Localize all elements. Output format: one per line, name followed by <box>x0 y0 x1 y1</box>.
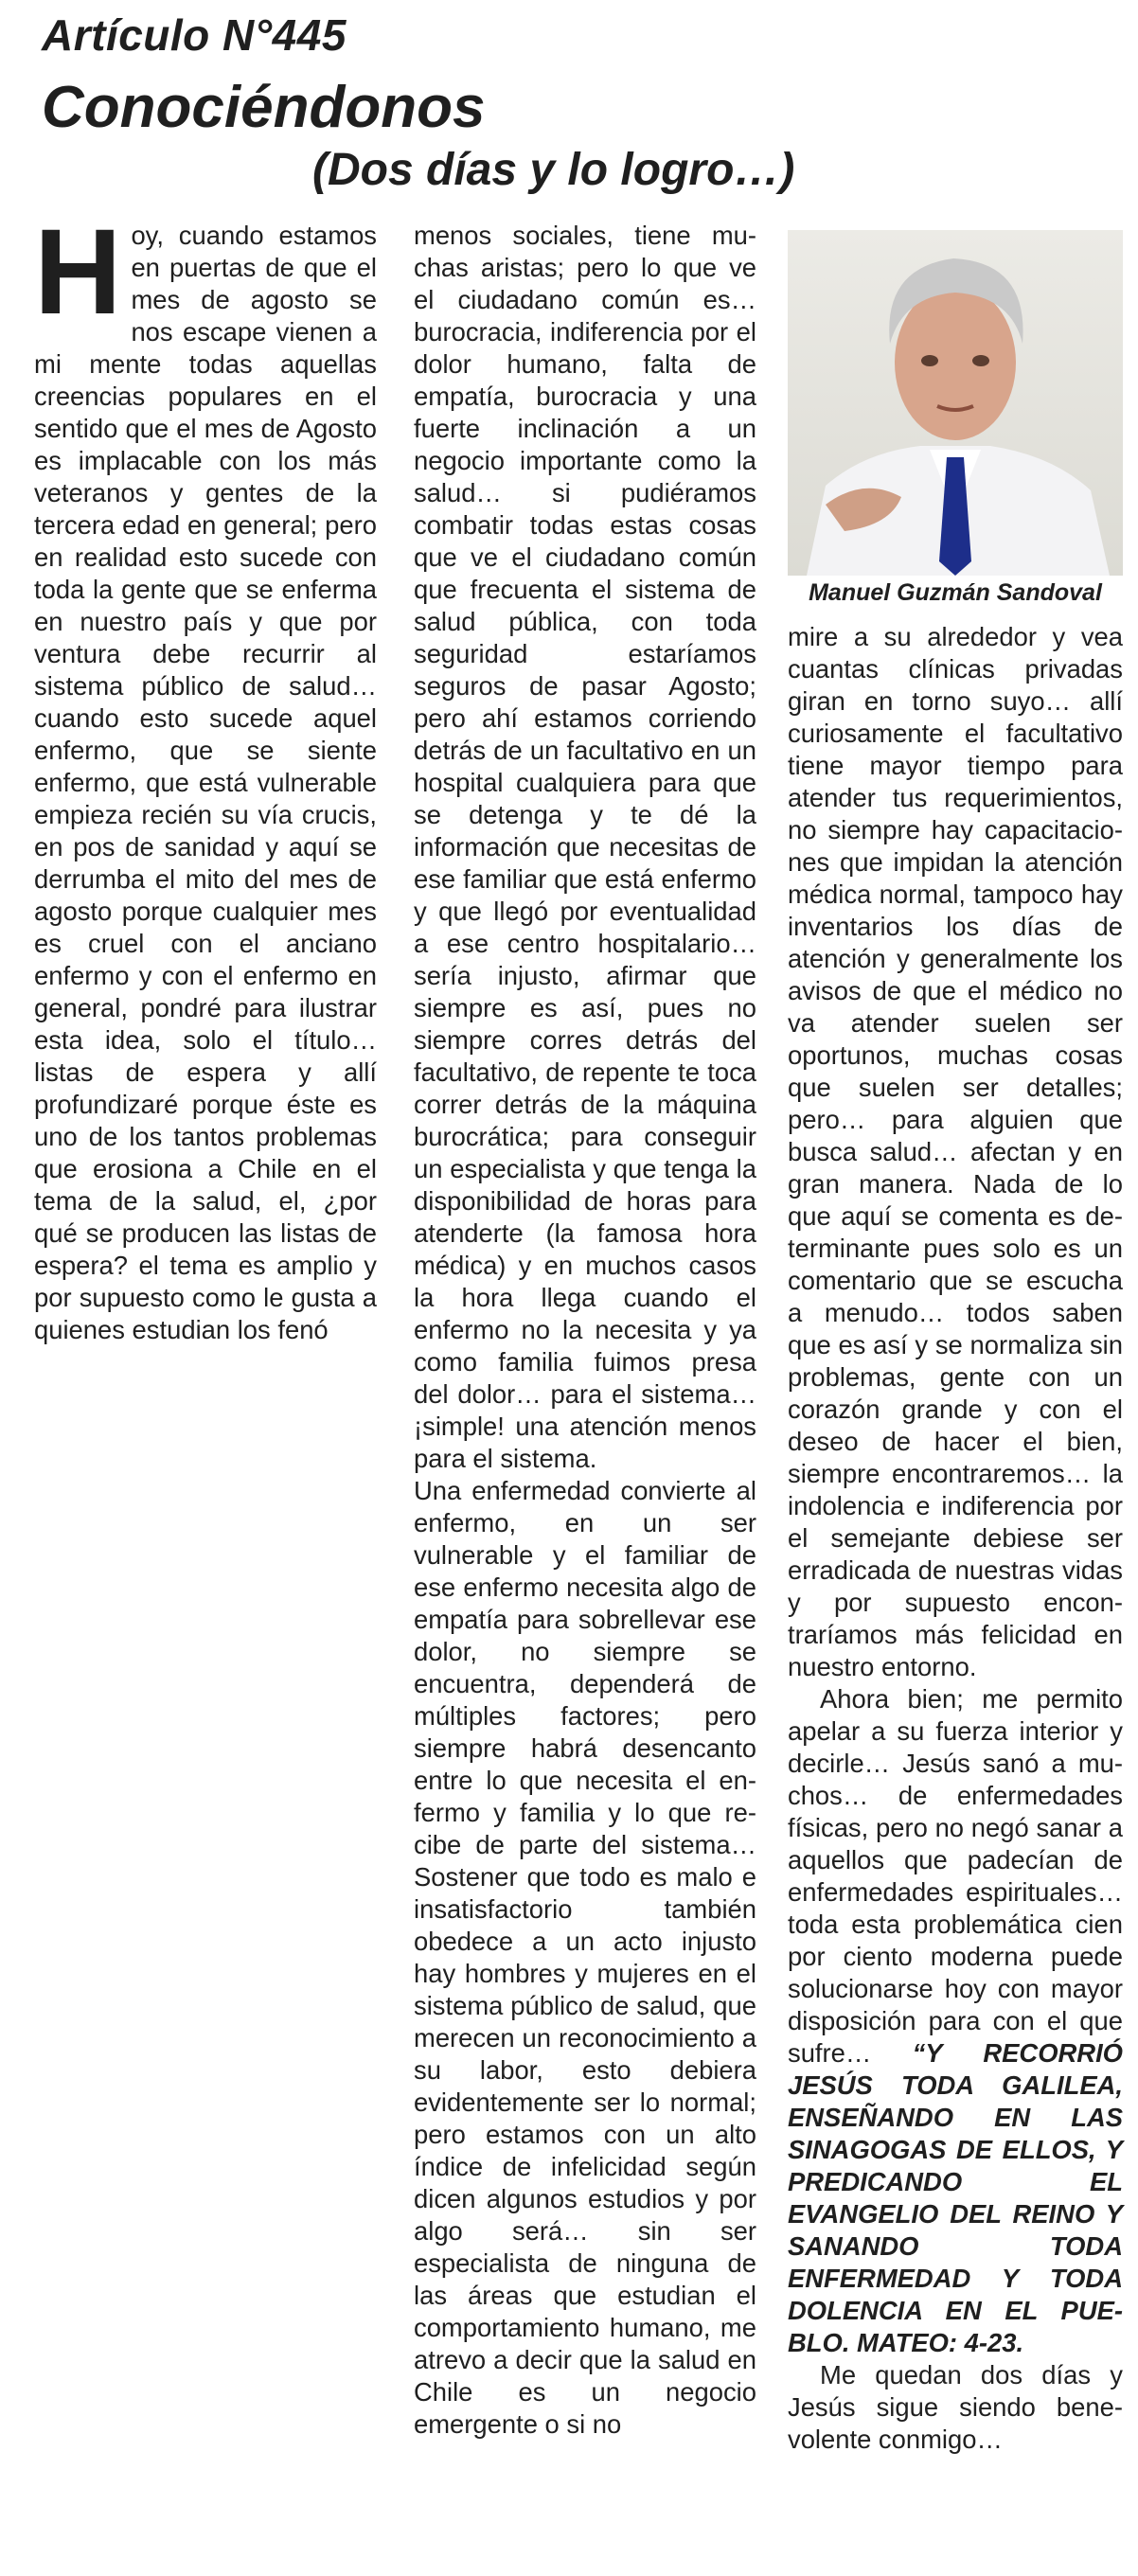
article-number: Artículo N°445 <box>42 10 347 60</box>
article-column-1 <box>34 204 377 1346</box>
photo-caption: Manuel Guzmán Sandoval <box>809 579 1102 606</box>
column-3-paragraph-2 <box>788 1683 1123 2359</box>
column-1-paragraph <box>34 204 377 1346</box>
article-title: Conociéndonos <box>42 75 486 140</box>
bible-quote: “Y RECORRIÓ JESÚS TODA GALILEA, ENSEÑANDO EN LAS SINAGOGAS DE ELLOS, Y PREDICANDO EL EVANGELIO DEL REINO Y SANANDO TODA ENFERMEDAD Y TODA DOLENCIA EN EL PUEBLO. MATEO: 4-23. <box>788 2038 1123 2357</box>
drop-cap: H <box>34 204 122 340</box>
article-column-3 <box>788 621 1123 2456</box>
column-3-paragraph-1: mire a su alrededor y vea cuantas clínicas privadas giran en torno suyo… allí curiosamente el facultativo tiene mayor tiempo para atender tus requerimientos, no siempre hay capacitaciones que impidan la atención médica normal, tampoco hay inventarios los días de atención y generalmente los avisos de que el médico no va atender suelen ser oportunos, muchas cosas que suelen ser detalles; pero… para alguien que busca salud… afectan y en gran manera. Nada de lo que aquí se comenta es determinante pues solo es un comentario que se escucha a menudo… todos saben que es así y se normaliza sin problemas, gente con un corazón grande y con el deseo de hacer el bien, siempre encontraremos… la indolencia e indiferencia por el semejante debiese ser erradicada de nuestras vidas y por supuesto encontraríamos más felicidad en nuestro entorno. <box>788 622 1123 1681</box>
author-portrait-image <box>788 230 1123 576</box>
column-2-paragraph-2: Una enfermedad convierte al enfermo, en un ser vulnerable y el familiar de ese enfermo necesita algo de empatía para sobrellevar ese dolor, no siempre se encuentra, dependerá de múltiples factores; pero siempre habrá desencanto entre lo que necesita el enfermo y familia y lo que recibe de parte del sistema… Sostener que todo es malo e insatisfactorio también obedece a un acto injusto hay hombres y mujeres en el sistema público de salud, que merecen un reconocimiento a su labor, esto debiera evidentemente ser lo normal; pero estamos con un alto índice de infelicidad según dicen algunos estudios y por algo será… sin ser especialista de ninguna de las áreas que estudian el comportamiento humano, me atrevo a decir que la salud en Chile es un negocio emergente o si no <box>414 1476 756 2439</box>
column-3-paragraph-2-text: Ahora bien; me permito apelar a su fuerza interior y decirle… Jesús sanó a muchos… de enfermedades físicas, pero no negó sanar a aquellos que padecían de enfermedades espirituales… toda esta problemática cien por ciento moderna puede solucionarse hoy con mayor disposición para con el que sufre… <box>788 1684 1123 2068</box>
author-photo <box>788 230 1123 576</box>
column-2-paragraph-1: menos sociales, tiene muchas aristas; pero lo que ve el ciudadano común es… burocracia, indiferencia por el dolor humano, falta de empatía, burocracia y una fuerte inclinación a un negocio importante como la salud… si pudiéramos combatir todas estas cosas que ve el ciudadano común que frecuenta el sistema de salud pública, con toda seguridad estaríamos seguros de pasar Agosto; pero ahí estamos corriendo detrás de un facultativo en un hospital cualquiera para que se detenga y te dé la información que necesitas de ese familiar que está enfermo y que llegó por eventualidad a ese centro hospitalario… sería injusto, afirmar que siempre es así, pues no siempre corres detrás del facultativo, de repente te toca correr detrás de la máquina burocrática; para conseguir un especialista y que tenga la disponibilidad de horas para atenderte (la famosa hora médica) y en muchos casos la hora llega cuando el enfermo no la necesita y ya como familia fuimos presa del dolor… para el sistema…¡simple! una atención menos para el sistema. <box>414 221 756 1473</box>
article-column-2 <box>414 220 756 2441</box>
article-subtitle: (Dos días y lo logro…) <box>312 145 795 195</box>
column-1-text: oy, cuando estamos en puertas de que el mes de agosto se nos escape vienen a mi mente todas aquellas creencias populares en el sentido que el mes de Agosto es implacable con los más veteranos y gentes de la tercera edad en general; pero en realidad esto sucede con toda la gente que se enferma en nuestro país y que por ventura debe recurrir al sistema público de salud… cuando esto sucede aquel enfermo, que se siente enfermo, que está vulnerable empieza recién su vía crucis, en pos de sanidad y aquí se derrumba el mito del mes de agosto porque cualquier mes es cruel con el anciano enfermo y con el enfermo en general, pondré para ilustrar esta idea, solo el título… listas de espera y allí profundizaré porque éste es uno de los tantos problemas que erosiona a Chile en el tema de la salud, el, ¿por qué se producen las listas de espera? el tema es amplio y por supuesto como le gusta a quienes estudian los fenó <box>34 221 377 1344</box>
column-3-paragraph-3: Me quedan dos días y Jesús sigue siendo benevolente conmigo… <box>788 2360 1123 2454</box>
